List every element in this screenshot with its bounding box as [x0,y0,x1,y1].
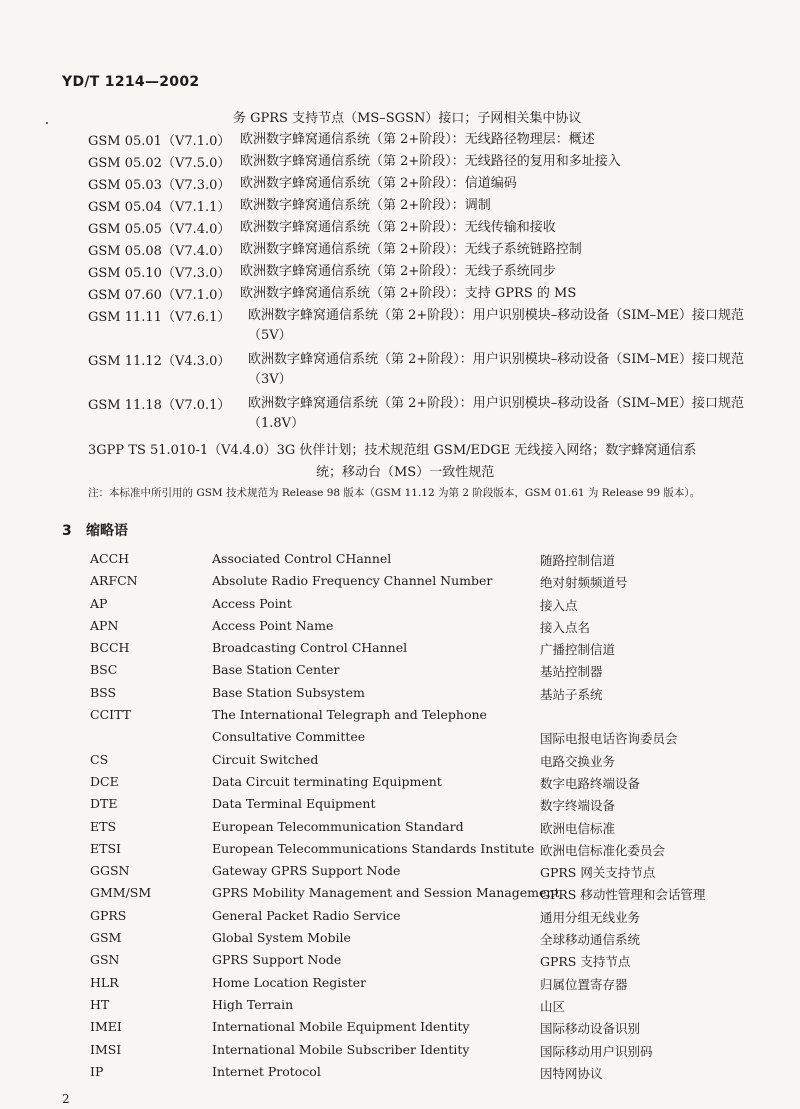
abbreviation-row [90,952,770,974]
reference-3gpp [88,440,758,484]
reference-code: GSM 05.08（V7.4.0） [88,244,231,259]
abbreviation-row [90,596,770,618]
abbreviation-english: International Mobile Equipment Identity [212,1019,470,1035]
abbreviation-term: GPRS [90,907,127,923]
reference-item [88,394,758,438]
scan-speck [46,122,48,124]
abbreviation-row [90,1019,770,1041]
reference-description: 欧洲数字蜂窝通信系统（第 2+阶段）：无线子系统链路控制 [240,242,582,257]
abbreviation-chinese: 山区 [540,998,566,1014]
abbreviation-chinese: 国际移动用户识别码 [540,1043,653,1059]
abbreviation-term: HLR [90,974,119,990]
section-heading [62,520,128,540]
reference-item [88,174,758,196]
abbreviation-chinese: 通用分组无线业务 [540,909,641,925]
abbreviation-english: Global System Mobile [212,930,351,946]
abbreviation-term: IMEI [90,1019,122,1035]
abbreviation-term: DCE [90,773,119,789]
section-number: 3 [62,523,72,539]
abbreviation-english: Data Terminal Equipment [212,796,376,812]
reference-code: GSM 05.01（V7.1.0） [88,134,231,149]
normative-references-list [88,130,758,438]
abbreviation-chinese: 欧洲电信标准 [540,820,616,836]
abbreviation-chinese: 接入点名 [540,619,591,635]
document-id-header: YD/T 1214—2002 [62,74,200,90]
abbreviation-english: Circuit Switched [212,751,319,767]
abbreviation-chinese: 接入点 [540,597,578,613]
abbreviation-row [90,640,770,662]
abbreviation-chinese: GPRS 移动性管理和会话管理 [540,887,706,903]
abbreviation-row [90,863,770,885]
abbreviation-english: Broadcasting Control CHannel [212,640,408,656]
abbreviation-term: ETS [90,818,117,834]
abbreviation-term: BCCH [90,640,130,656]
reference-3gpp-line2: 统；移动台（MS）一致性规范 [316,465,495,480]
reference-code: GSM 11.18（V7.0.1） [88,398,231,413]
abbreviation-row [90,1042,770,1064]
abbreviation-row [90,819,770,841]
abbreviation-chinese: 欧洲电信标准化委员会 [540,842,666,858]
reference-code: GSM 07.60（V7.1.0） [88,288,231,303]
reference-item [88,284,758,306]
abbreviation-row [90,774,770,796]
reference-note: 注：本标准中所引用的 GSM 技术规范为 Release 98 版本（GSM 11.12 为第 2 阶段版本，GSM 01.61 为 Release 99 版本）。 [88,487,701,499]
page-number: 2 [62,1092,70,1106]
abbreviation-term: BSC [90,662,118,678]
abbreviation-chinese: 随路控制信道 [540,553,616,568]
reference-item [88,130,758,152]
abbreviation-term: CCITT [90,707,131,723]
abbreviation-row [90,796,770,818]
reference-description: 欧洲数字蜂窝通信系统（第 2+阶段）：无线路径的复用和多址接入 [240,154,621,169]
reference-3gpp-line1: 3GPP TS 51.010-1（V4.4.0）3G 伙伴计划；技术规范组 GSM/EDGE 无线接入网络；数字蜂窝通信系 [88,443,697,458]
abbreviation-row [90,908,770,930]
abbreviation-chinese: GPRS 网关支持节点 [540,865,656,881]
reference-description: 欧洲数字蜂窝通信系统（第 2+阶段）：用户识别模块–移动设备（SIM–ME）接口规范（3V） [248,352,744,387]
abbreviation-row [90,975,770,997]
abbreviation-row [90,551,770,573]
abbreviation-term: ARFCN [90,573,138,589]
section-title: 缩略语 [86,523,128,539]
abbreviation-term: BSS [90,684,117,700]
abbreviation-english: High Terrain [212,996,294,1012]
abbreviation-english: GPRS Mobility Management and Session Management [212,885,560,901]
abbreviation-chinese: 因特网协议 [540,1065,603,1081]
reference-item [88,218,758,240]
abbreviation-chinese: 基站控制器 [540,664,603,680]
abbreviation-term: APN [90,617,119,633]
reference-description: 欧洲数字蜂窝通信系统（第 2+阶段）：无线路径物理层：概述 [240,132,595,147]
abbreviation-chinese: 广播控制信道 [540,642,616,658]
abbreviation-term: IP [90,1063,104,1079]
abbreviation-english: International Mobile Subscriber Identity [212,1041,470,1057]
abbreviation-term: GSM [90,930,122,946]
abbreviation-row [90,573,770,595]
abbreviation-term: DTE [90,796,118,812]
abbreviation-term: AP [90,595,108,611]
abbreviation-row [90,685,770,707]
reference-item [88,196,758,218]
abbreviation-row [90,1064,770,1086]
abbreviation-term: IMSI [90,1041,122,1057]
abbreviation-term: GGSN [90,863,130,879]
reference-code: GSM 11.11（V7.6.1） [88,310,231,325]
abbreviation-english: Gateway GPRS Support Node [212,863,401,879]
abbreviation-english: Access Point [212,595,292,611]
abbreviation-chinese: 绝对射频频道号 [540,575,628,591]
reference-description: 欧洲数字蜂窝通信系统（第 2+阶段）：无线子系统同步 [240,264,556,279]
abbreviations-table [90,551,770,1086]
abbreviation-term: ETSI [90,840,121,856]
abbreviation-row [90,707,770,729]
abbreviation-term: HT [90,996,110,1012]
abbreviation-english: Internet Protocol [212,1063,321,1079]
abbreviation-row [90,662,770,684]
abbreviation-chinese: 数字终端设备 [540,798,616,814]
abbreviation-row [90,729,770,751]
abbreviation-english: Associated Control CHannel [212,551,392,566]
abbreviation-english: European Telecommunications Standards Institute [212,840,535,856]
reference-description: 欧洲数字蜂窝通信系统（第 2+阶段）：用户识别模块–移动设备（SIM–ME）接口规范（5V） [248,308,744,343]
abbreviation-chinese: GPRS 支持节点 [540,954,631,970]
abbreviation-row [90,752,770,774]
abbreviation-row [90,997,770,1019]
reference-item [88,306,758,350]
abbreviation-english: European Telecommunication Standard [212,818,464,834]
reference-description: 欧洲数字蜂窝通信系统（第 2+阶段）：用户识别模块–移动设备（SIM–ME）接口规范（1.8V） [248,396,744,431]
abbreviation-chinese: 归属位置寄存器 [540,976,628,992]
abbreviation-chinese: 数字电路终端设备 [540,775,641,791]
abbreviation-row [90,618,770,640]
abbreviation-chinese: 基站子系统 [540,686,603,702]
reference-continuation: 务 GPRS 支持节点（MS–SGSN）接口；子网相关集中协议 [233,111,582,126]
abbreviation-english: The International Telegraph and Telephone [212,707,487,723]
abbreviation-english: GPRS Support Node [212,952,342,968]
abbreviation-row [90,930,770,952]
abbreviation-english: Access Point Name [212,617,334,633]
reference-code: GSM 05.02（V7.5.0） [88,156,231,171]
reference-description: 欧洲数字蜂窝通信系统（第 2+阶段）：调制 [240,198,491,213]
abbreviation-term: GMM/SM [90,885,152,901]
reference-code: GSM 05.10（V7.3.0） [88,266,231,281]
reference-item [88,152,758,174]
abbreviation-term: ACCH [90,551,130,566]
abbreviation-english: Base Station Subsystem [212,684,365,700]
reference-item [88,350,758,394]
abbreviation-chinese: 电路交换业务 [540,753,616,769]
abbreviation-chinese: 国际移动设备识别 [540,1021,641,1037]
abbreviation-english: Consultative Committee [212,729,366,745]
reference-code: GSM 05.05（V7.4.0） [88,222,231,237]
reference-description: 欧洲数字蜂窝通信系统（第 2+阶段）：无线传输和接收 [240,220,556,235]
reference-item [88,240,758,262]
reference-item [88,262,758,284]
reference-description: 欧洲数字蜂窝通信系统（第 2+阶段）：信道编码 [240,176,517,191]
reference-code: GSM 05.03（V7.3.0） [88,178,231,193]
abbreviation-term: CS [90,751,109,767]
reference-description: 欧洲数字蜂窝通信系统（第 2+阶段）：支持 GPRS 的 MS [240,286,577,301]
reference-code: GSM 05.04（V7.1.1） [88,200,231,215]
abbreviation-english: Data Circuit terminating Equipment [212,773,442,789]
abbreviation-chinese: 全球移动通信系统 [540,932,641,948]
reference-code: GSM 11.12（V4.3.0） [88,354,231,369]
abbreviation-chinese: 国际电报电话咨询委员会 [540,731,678,747]
abbreviation-english: Absolute Radio Frequency Channel Number [212,573,493,589]
abbreviation-english: Base Station Center [212,662,340,678]
abbreviation-english: Home Location Register [212,974,367,990]
abbreviation-term: GSN [90,952,120,968]
abbreviation-row [90,841,770,863]
abbreviation-english: General Packet Radio Service [212,907,401,923]
abbreviation-row [90,885,770,907]
